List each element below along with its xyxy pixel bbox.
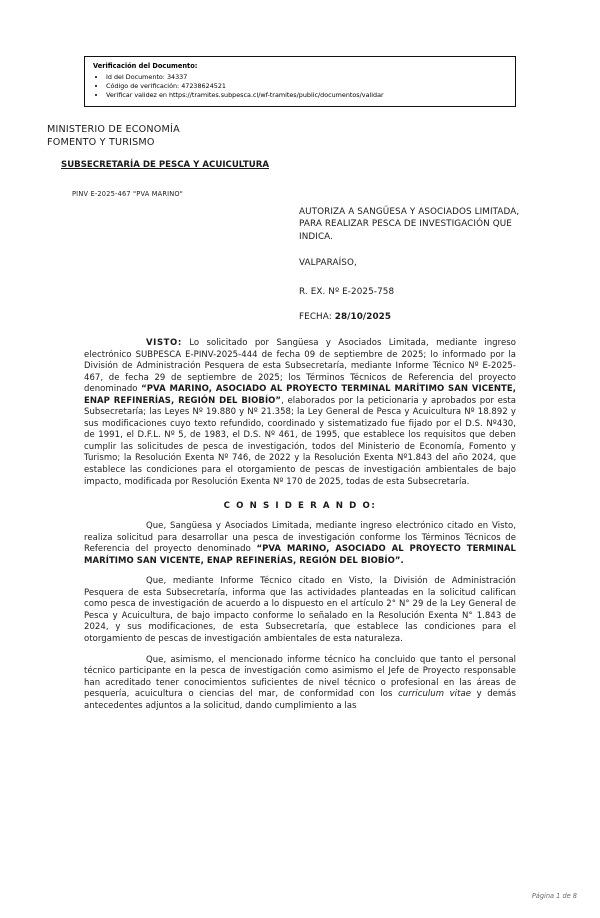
verification-box <box>84 56 516 107</box>
considerando-2-text: Que, mediante Informe Técnico citado en Visto, la División de Administración Pesquera de esta Subsecretaría, informa que las actividades planteadas en la solicitud califican como pesca de investigación de acuerdo a lo dispuesto en el artículo 2° N° 29 de la Ley General de Pesca y Acuicultura, de bajo impacto conforme lo señalado en la Resolución Exenta N° 1.843 de 2024, y sus modificaciones, de esta Subsecretaría, que establece las condiciones para el otorgamiento de pescas de investigación ambientales de esta naturaleza. <box>84 576 516 645</box>
considerando-1-project-title: “PVA MARINO, ASOCIADO AL PROYECTO TERMINAL MARÍTIMO SAN VICENTE, ENAP REFINERÍAS, REGIÓN DEL BIOBÍO”. <box>84 544 516 566</box>
considerando-3-text-cont: y demás antecedentes adjuntos a la solicitud, dando cumplimiento a las <box>84 689 516 711</box>
visto-text-cont: , elaborados por la peticionaria y aprobados por esta Subsecretaría; las Leyes Nº 19.880 y Nº 21.358; la Ley General de Pesca y Acuicultura Nº 18.892 y sus modificaciones cuyo texto refundido, coordinado y sistematizado fue fijado por el D.S. Nº430, de 1991, el D.F.L. Nº 5, de 1983, el D.S. Nº 461, de 1995, que establece los requisitos que deben cumplir las solicitudes de pesca de investigación, todos del Ministerio de Economía, Fomento y Turismo; la Resolución Exenta Nº 746, de 2022 y la Resolución Exenta Nº1.843 del año 2024, que establece las condiciones para el otorgamiento de pescas de investigación ambientales de bajo impacto, modificada por Resolución Exenta Nº 170 de 2025, todas de esta Subsecretaría. <box>84 395 517 487</box>
date-label: FECHA: <box>299 312 332 322</box>
date-value: 28/10/2025 <box>334 312 392 322</box>
visto-text: Lo solicitado por Sangüesa y Asociados Limitada, mediante ingreso electrónico SUBPESCA E-PINV-2025-444 de fecha 09 de septiembre de 2025; lo informado por la División de Administración Pesquera de esta Subsecretaría, mediante Informe Técnico Nº E-2025-467, de fecha 29 de septiembre de 2025; los Términos Técnicos de Referencia del proyecto denominado <box>84 338 516 395</box>
ministry-line-1: MINISTERIO DE ECONOMÍA <box>47 124 180 135</box>
resolution-number: R. EX. Nº E-2025-758 <box>299 287 395 297</box>
ministry-line-2: FOMENTO Y TURISMO <box>47 136 155 148</box>
verification-list <box>93 73 507 101</box>
paragraph-considerando-1 <box>84 521 516 567</box>
list-item: • Id del Documento: 34337 <box>106 73 507 82</box>
resolution-city: VALPARAÍSO, <box>299 258 357 268</box>
page-footer: Página 1 de 8 <box>531 892 577 900</box>
ministry-heading <box>47 124 287 149</box>
subsecretaria-heading: SUBSECRETARÍA DE PESCA Y ACUICULTURA <box>61 160 269 170</box>
paragraph-visto <box>84 338 516 488</box>
list-item: • Código de verificación: 47238624521 <box>106 82 507 91</box>
list-item: • Verificar validez en https://tramites.subpesca.cl/wf-tramites/public/documentos/validar <box>106 91 507 100</box>
document-body <box>84 338 516 721</box>
considerando-1-text: Que, Sangüesa y Asociados Limitada, mediante ingreso electrónico citado en Visto, realiza solicitud para desarrollar una pesca de investigación conforme los Términos Técnicos de Referencia del proyecto denominado <box>84 521 516 555</box>
resolution-subject: AUTORIZA A SANGÜESA Y ASOCIADOS LIMITADA, PARA REALIZAR PESCA DE INVESTIGACIÓN QUE INDICA. <box>299 207 520 242</box>
project-reference: PINV E-2025-467 "PVA MARINO" <box>72 190 184 198</box>
visto-project-title: “PVA MARINO, ASOCIADO AL PROYECTO TERMINAL MARÍTIMO SAN VICENTE, ENAP REFINERÍAS, REGIÓN DEL BIOBÍO” <box>84 384 516 406</box>
resolution-date <box>299 312 391 322</box>
considerando-3-text: Que, asimismo, el mencionado informe técnico ha concluido que tanto el personal técnico participante en la pesca de investigación como asimismo el Jefe de Proyecto responsable han acreditado tener conocimientos suficientes de nivel técnico o profesional en las áreas de pesquería, acuicultura o ciencias del mar, de conformidad con los <box>84 654 516 700</box>
paragraph-considerando-3 <box>84 655 516 713</box>
visto-label: VISTO: <box>146 338 182 348</box>
verification-title: Verificación del Documento: <box>93 62 198 70</box>
considerando-heading: C O N S I D E R A N D O: <box>223 501 377 512</box>
paragraph-considerando-2 <box>84 576 516 645</box>
considerando-3-italic: curriculum vitae <box>398 689 472 700</box>
